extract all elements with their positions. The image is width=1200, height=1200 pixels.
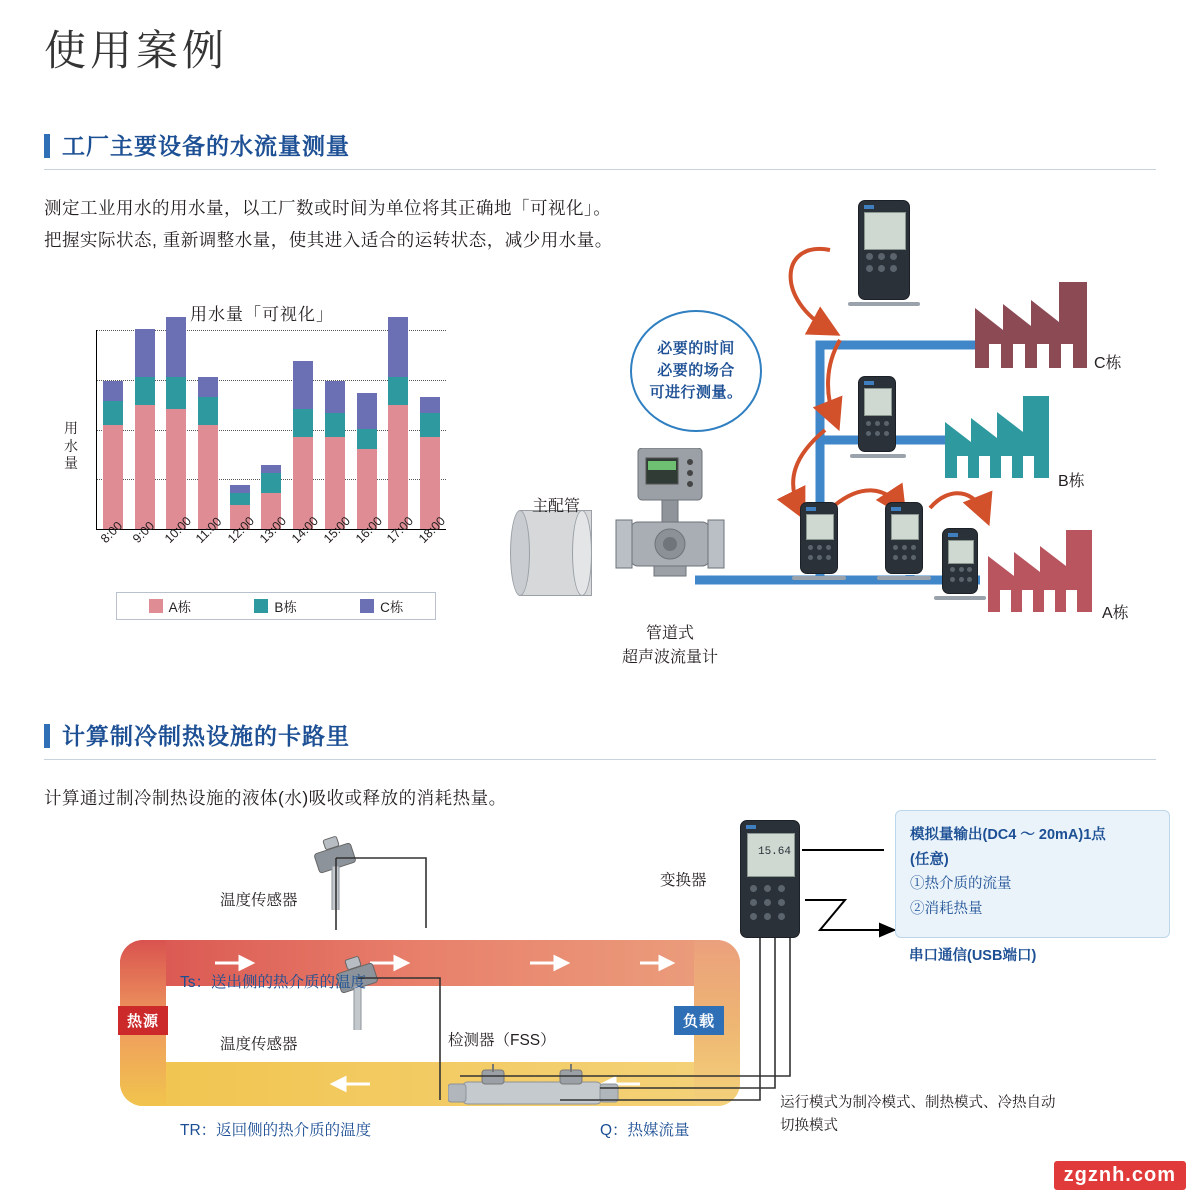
converter-keypad [750,885,792,929]
flowmeter-label [600,622,740,670]
bubble-line-1: 必要的时间 [657,340,735,358]
chart-legend-label: B栋 [274,600,297,615]
section-1-body-line-2: 把握实际状态, 重新调整水量，使其进入适合的运转状态，减少用水量。 [44,230,613,251]
chart-x-tick: 14:00 [288,513,321,546]
chart-legend-swatch [254,599,268,613]
device-screen [948,540,974,564]
chart-bar [166,317,186,529]
chart-bar-segment [420,397,440,413]
tank-cap-left [510,510,530,596]
bubble-line-3: 可进行测量。 [649,383,743,401]
chart-plot-area [96,330,446,530]
converter-device [740,820,800,938]
calorie-calculation-diagram [40,810,1170,1170]
factory-label-a: A栋 [1102,605,1129,622]
device-screen [864,212,906,250]
chart-x-tick: 17:00 [384,513,417,546]
chart-bar-segment [388,377,408,405]
chart-bar [388,317,408,529]
tr-label: TR：返回侧的热介质的温度 [180,1122,372,1139]
section-accent-bar [44,724,50,748]
device-logo [864,205,874,209]
chart-bar-segment [420,413,440,437]
section-1-body-line-1: 测定工业用水的用水量，以工厂数或时间为单位将其正确地「可视化」。 [44,198,612,218]
device-logo [891,507,901,511]
section-1-heading [44,128,1156,170]
temperature-sensor-top-label: 温度传感器 [220,892,298,909]
chart-bar-segment [261,465,281,473]
device-logo [806,507,816,511]
device-stand [877,576,931,580]
serial-comm-label-box [895,938,1170,978]
water-usage-chart [60,300,480,630]
ts-label: Ts：送出侧的热介质的温度 [180,974,367,991]
operation-mode-note-line-2: 切换模式 [780,1118,838,1135]
section-2-body-line-1: 计算通过制冷制热设施的液体(水)吸收或释放的消耗热量。 [44,788,507,808]
chart-bar-segment [166,409,186,529]
portable-flowmeter-device [800,502,838,574]
chart-legend-swatch [149,599,163,613]
portable-flowmeter-device [885,502,923,574]
chart-legend-item [149,596,192,616]
portable-flowmeter-device [858,376,896,452]
q-label: Q：热媒流量 [600,1122,690,1139]
operation-mode-note [780,1092,1110,1138]
bubble-line-2: 必要的场合 [657,362,735,380]
device-stand [850,454,906,458]
chart-x-tick: 16:00 [352,513,385,546]
chart-bar-segment [325,381,345,413]
callout-line-5: 串口通信(USB端口) [909,948,1037,964]
section-1-heading-text: 工厂主要设备的水流量测量 [62,133,350,159]
device-stand [792,576,846,580]
chart-x-axis [96,513,449,588]
portable-flowmeter-device [942,528,978,594]
chart-x-tick: 10:00 [161,513,194,546]
factory-label-b: B栋 [1058,473,1085,490]
converter-reading: 15.64 [757,846,791,858]
tank-label: 主配管 [531,498,580,515]
chart-y-axis-label: 用水量 [64,420,78,471]
chart-legend-item [360,596,403,616]
chart-bar [325,381,345,529]
device-keypad [950,567,982,597]
device-keypad [893,545,925,575]
chart-bar-segment [198,425,218,529]
chart-bar-segment [293,409,313,437]
device-logo [746,825,756,829]
chart-x-tick: 13:00 [257,513,290,546]
load-tag: 负载 [674,1006,724,1035]
callout-bubble [630,310,762,432]
inline-ultrasonic-flowmeter [610,448,750,628]
chart-legend-swatch [360,599,374,613]
callout-line-2: (任意) [910,851,949,868]
portable-flowmeter-device [858,200,910,300]
chart-bar-segment [135,377,155,405]
chart-bar-segment [198,397,218,425]
watermark: zgznh.com [1054,1161,1186,1190]
chart-bar-segment [325,413,345,437]
factory-label-c: C栋 [1094,355,1122,372]
chart-bar-segment [166,317,186,377]
temperature-sensor-bottom-label: 温度传感器 [220,1036,298,1053]
chart-bar-segment [230,485,250,493]
operation-mode-note-line-1: 运行模式为制冷模式、制热模式、冷热自动 [780,1095,1056,1111]
converter-screen [747,833,795,877]
device-keypad [866,253,898,283]
callout-line-1: 模拟量输出(DC4 ～ 20mA)1点 [910,827,1106,843]
chart-bar-segment [103,381,123,401]
chart-legend-label: C栋 [380,600,404,615]
device-screen [891,514,919,540]
chart-bar-segment [261,473,281,493]
chart-title: 用水量「可视化」 [190,305,334,324]
chart-bar-segment [135,405,155,529]
chart-bar [135,329,155,529]
chart-x-tick: 8:00 [98,518,126,546]
chart-bar-segment [357,429,377,449]
device-screen [806,514,834,540]
chart-bar-segment [293,361,313,409]
chart-x-tick: 18:00 [416,513,449,546]
converter-label: 变换器 [660,872,707,889]
chart-bar-segment [135,329,155,377]
device-stand [848,302,920,306]
factory-measurement-diagram [480,180,1180,680]
chart-bar [357,393,377,529]
device-logo [948,533,958,537]
section-divider [44,759,1156,760]
chart-bar-segment [388,317,408,377]
section-2-heading-text: 计算制冷制热设施的卡路里 [62,723,350,749]
chart-bar [293,361,313,529]
chart-x-tick: 12:00 [225,513,258,546]
section-2-heading [44,718,1156,760]
callout-line-4: ②消耗热量 [910,900,983,917]
main-pipe-tank [510,510,602,596]
chart-legend-item [254,596,297,616]
chart-bar-segment [103,425,123,529]
chart-bar [420,397,440,529]
chart-bar-segment [103,401,123,425]
tank-cap-right [572,510,592,596]
chart-bar-segment [166,377,186,409]
device-logo [864,381,874,385]
section-accent-bar [44,134,50,158]
chart-x-tick: 11:00 [193,514,225,546]
device-keypad [866,421,898,451]
flowmeter-label-line-2: 超声波流量计 [621,649,718,666]
chart-x-tick: 9:00 [129,518,157,546]
chart-legend [116,592,436,620]
callout-line-3: ①热介质的流量 [910,876,1012,893]
chart-bar-segment [357,393,377,429]
chart-bar-segment [198,377,218,397]
page-title: 使用案例 [44,27,229,74]
device-keypad [808,545,840,575]
chart-bar [198,377,218,529]
chart-bar-segment [388,405,408,529]
chart-legend-label: A栋 [168,600,192,615]
heat-source-tag: 热源 [118,1006,168,1035]
chart-bars [97,330,446,529]
output-callout-box [895,810,1170,938]
flowmeter-label-line-1: 管道式 [645,625,694,642]
section-divider [44,169,1156,170]
chart-bar-segment [230,493,250,505]
device-screen [864,388,892,416]
detector-label: 检测器（FSS） [448,1032,556,1049]
chart-x-tick: 15:00 [320,513,353,546]
chart-bar [103,381,123,529]
